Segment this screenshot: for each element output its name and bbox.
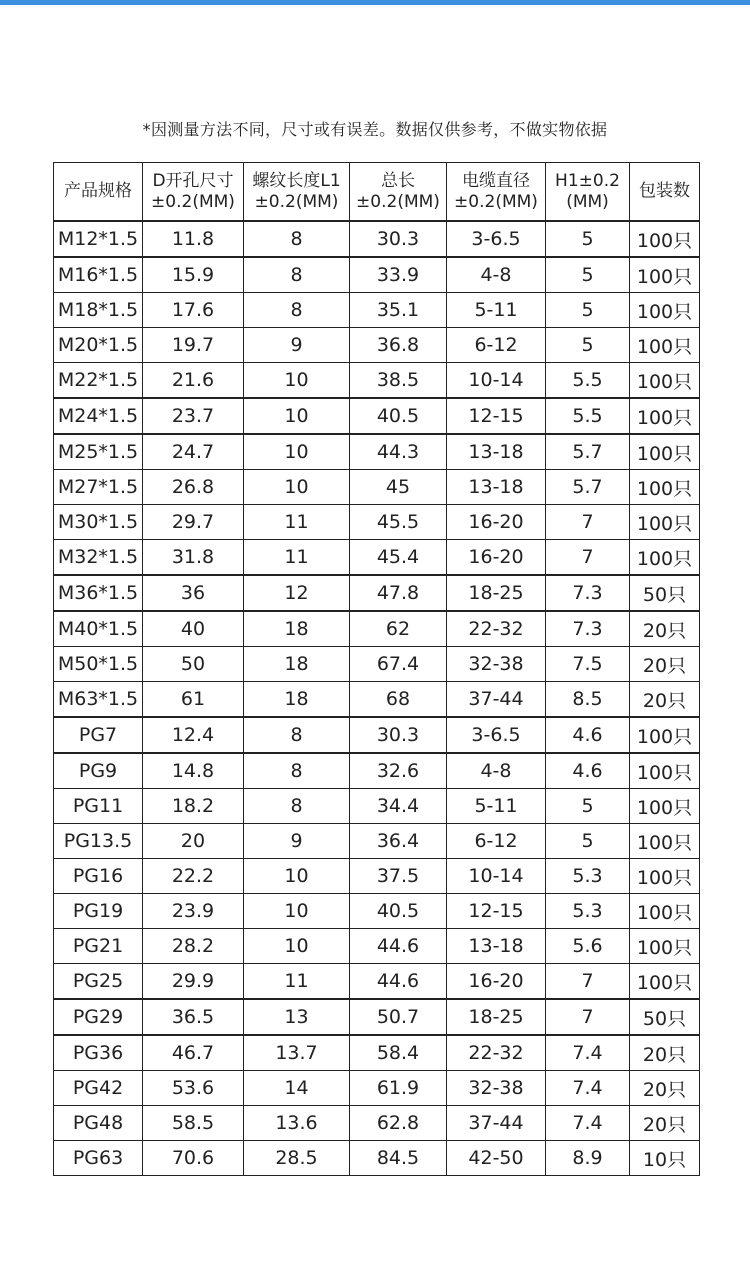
cell-hole-size: 18.2: [143, 789, 244, 824]
cell-h1: 7: [546, 505, 630, 540]
table-row: [54, 929, 700, 964]
header-hole-size: [143, 163, 244, 222]
header-thread-length-tolerance: ±0.2(MM): [254, 191, 339, 212]
table-row: [54, 575, 700, 611]
cell-package-qty: 50只: [630, 575, 700, 611]
cell-thread-length: 8: [244, 753, 350, 789]
table-row: [54, 964, 700, 1000]
cell-total-length: 35.1: [350, 293, 447, 328]
table-row: [54, 824, 700, 859]
header-package-qty-label: 包装数: [639, 181, 690, 201]
cell-h1: 5.6: [546, 929, 630, 964]
table-row: [54, 1035, 700, 1071]
cell-hole-size: 23.9: [143, 894, 244, 929]
cell-model: PG11: [54, 789, 143, 824]
cell-cable-diameter: 13-18: [447, 929, 546, 964]
cell-hole-size: 11.8: [143, 221, 244, 257]
cell-package-qty: 100只: [630, 824, 700, 859]
cell-package-qty: 20只: [630, 682, 700, 718]
cell-cable-diameter: 16-20: [447, 505, 546, 540]
cell-cable-diameter: 22-32: [447, 1035, 546, 1071]
cell-h1: 5.7: [546, 434, 630, 470]
cell-total-length: 36.4: [350, 824, 447, 859]
cell-cable-diameter: 12-15: [447, 894, 546, 929]
cell-thread-length: 10: [244, 363, 350, 399]
table-body: [54, 221, 700, 1176]
cell-hole-size: 29.9: [143, 964, 244, 1000]
cell-thread-length: 28.5: [244, 1141, 350, 1176]
cell-thread-length: 10: [244, 929, 350, 964]
cell-package-qty: 100只: [630, 363, 700, 399]
cell-model: PG19: [54, 894, 143, 929]
header-total-length-tolerance: ±0.2(MM): [356, 191, 440, 212]
cell-total-length: 47.8: [350, 575, 447, 611]
table-row: [54, 789, 700, 824]
cell-h1: 7: [546, 999, 630, 1035]
cell-h1: 5: [546, 257, 630, 293]
header-total-length-label: 总长: [381, 170, 415, 191]
cell-cable-diameter: 13-18: [447, 470, 546, 505]
cell-package-qty: 100只: [630, 257, 700, 293]
cell-hole-size: 21.6: [143, 363, 244, 399]
cell-model: PG13.5: [54, 824, 143, 859]
cell-hole-size: 12.4: [143, 717, 244, 753]
cell-model: PG29: [54, 999, 143, 1035]
cell-cable-diameter: 6-12: [447, 328, 546, 363]
table-row: [54, 293, 700, 328]
cell-package-qty: 100只: [630, 293, 700, 328]
cell-package-qty: 10只: [630, 1141, 700, 1176]
cell-package-qty: 20只: [630, 1035, 700, 1071]
cell-thread-length: 11: [244, 540, 350, 576]
cell-total-length: 45: [350, 470, 447, 505]
cell-hole-size: 22.2: [143, 859, 244, 894]
cell-package-qty: 100只: [630, 717, 700, 753]
cell-thread-length: 11: [244, 964, 350, 1000]
cell-total-length: 44.6: [350, 929, 447, 964]
cell-total-length: 68: [350, 682, 447, 718]
cell-model: PG63: [54, 1141, 143, 1176]
header-model: [54, 163, 143, 222]
cell-h1: 8.9: [546, 1141, 630, 1176]
cell-model: M18*1.5: [54, 293, 143, 328]
cell-thread-length: 8: [244, 717, 350, 753]
cell-model: PG25: [54, 964, 143, 1000]
table-row: [54, 257, 700, 293]
cell-h1: 5.5: [546, 398, 630, 434]
cell-cable-diameter: 32-38: [447, 1071, 546, 1106]
table-header-row: [54, 163, 700, 222]
header-model-label: 产品规格: [64, 181, 132, 201]
table-row: [54, 753, 700, 789]
cell-hole-size: 23.7: [143, 398, 244, 434]
header-thread-length-label: 螺纹长度L1: [252, 170, 341, 191]
cell-thread-length: 18: [244, 682, 350, 718]
header-thread-length: [244, 163, 350, 222]
cell-hole-size: 53.6: [143, 1071, 244, 1106]
cell-package-qty: 20只: [630, 647, 700, 682]
cell-h1: 5: [546, 328, 630, 363]
cell-package-qty: 100只: [630, 221, 700, 257]
cell-total-length: 38.5: [350, 363, 447, 399]
table-row: [54, 470, 700, 505]
cell-hole-size: 24.7: [143, 434, 244, 470]
cell-total-length: 62: [350, 611, 447, 647]
cell-model: PG9: [54, 753, 143, 789]
table-row: [54, 1141, 700, 1176]
cell-hole-size: 58.5: [143, 1106, 244, 1141]
cell-hole-size: 17.6: [143, 293, 244, 328]
cell-total-length: 30.3: [350, 221, 447, 257]
cell-model: PG7: [54, 717, 143, 753]
cell-model: M25*1.5: [54, 434, 143, 470]
cell-cable-diameter: 37-44: [447, 1106, 546, 1141]
table-row: [54, 221, 700, 257]
cell-cable-diameter: 3-6.5: [447, 221, 546, 257]
header-package-qty: [630, 163, 700, 222]
cell-cable-diameter: 37-44: [447, 682, 546, 718]
cell-thread-length: 12: [244, 575, 350, 611]
spec-table: [53, 162, 700, 1176]
cell-package-qty: 100只: [630, 789, 700, 824]
disclaimer-note: *因测量方法不同，尺寸或有误差。数据仅供参考，不做实物依据: [142, 120, 608, 139]
table-row: [54, 859, 700, 894]
cell-model: PG21: [54, 929, 143, 964]
cell-total-length: 67.4: [350, 647, 447, 682]
table-row: [54, 1106, 700, 1141]
cell-package-qty: 100只: [630, 434, 700, 470]
cell-model: M16*1.5: [54, 257, 143, 293]
cell-thread-length: 14: [244, 1071, 350, 1106]
cell-hole-size: 14.8: [143, 753, 244, 789]
header-hole-size-label: D开孔尺寸: [152, 170, 234, 191]
cell-thread-length: 10: [244, 859, 350, 894]
cell-total-length: 58.4: [350, 1035, 447, 1071]
cell-hole-size: 36.5: [143, 999, 244, 1035]
cell-package-qty: 100只: [630, 964, 700, 1000]
table-row: [54, 505, 700, 540]
header-h1-unit: (MM): [566, 191, 609, 212]
table-row: [54, 999, 700, 1035]
cell-hole-size: 50: [143, 647, 244, 682]
cell-h1: 8.5: [546, 682, 630, 718]
cell-model: PG16: [54, 859, 143, 894]
cell-total-length: 33.9: [350, 257, 447, 293]
table-row: [54, 611, 700, 647]
cell-total-length: 44.3: [350, 434, 447, 470]
cell-thread-length: 13.6: [244, 1106, 350, 1141]
cell-h1: 7.3: [546, 575, 630, 611]
cell-h1: 5.5: [546, 363, 630, 399]
cell-total-length: 62.8: [350, 1106, 447, 1141]
cell-package-qty: 100只: [630, 398, 700, 434]
cell-package-qty: 20只: [630, 611, 700, 647]
cell-h1: 7.4: [546, 1035, 630, 1071]
cell-total-length: 32.6: [350, 753, 447, 789]
cell-model: M24*1.5: [54, 398, 143, 434]
cell-thread-length: 9: [244, 824, 350, 859]
cell-total-length: 40.5: [350, 894, 447, 929]
table-row: [54, 363, 700, 399]
cell-total-length: 37.5: [350, 859, 447, 894]
cell-h1: 5: [546, 293, 630, 328]
cell-cable-diameter: 22-32: [447, 611, 546, 647]
cell-package-qty: 50只: [630, 999, 700, 1035]
cell-model: M30*1.5: [54, 505, 143, 540]
cell-cable-diameter: 13-18: [447, 434, 546, 470]
cell-cable-diameter: 16-20: [447, 964, 546, 1000]
cell-cable-diameter: 4-8: [447, 753, 546, 789]
cell-package-qty: 100只: [630, 328, 700, 363]
cell-cable-diameter: 3-6.5: [447, 717, 546, 753]
cell-cable-diameter: 12-15: [447, 398, 546, 434]
cell-model: M36*1.5: [54, 575, 143, 611]
cell-thread-length: 13.7: [244, 1035, 350, 1071]
cell-cable-diameter: 10-14: [447, 859, 546, 894]
cell-h1: 7.5: [546, 647, 630, 682]
cell-total-length: 45.4: [350, 540, 447, 576]
table-row: [54, 1071, 700, 1106]
cell-cable-diameter: 42-50: [447, 1141, 546, 1176]
cell-total-length: 40.5: [350, 398, 447, 434]
cell-package-qty: 20只: [630, 1106, 700, 1141]
cell-model: PG36: [54, 1035, 143, 1071]
table-row: [54, 540, 700, 576]
cell-model: M22*1.5: [54, 363, 143, 399]
cell-package-qty: 100只: [630, 894, 700, 929]
cell-model: M12*1.5: [54, 221, 143, 257]
table-row: [54, 328, 700, 363]
cell-thread-length: 9: [244, 328, 350, 363]
cell-thread-length: 18: [244, 647, 350, 682]
cell-thread-length: 18: [244, 611, 350, 647]
cell-thread-length: 10: [244, 398, 350, 434]
cell-total-length: 61.9: [350, 1071, 447, 1106]
cell-hole-size: 70.6: [143, 1141, 244, 1176]
cell-hole-size: 46.7: [143, 1035, 244, 1071]
cell-hole-size: 29.7: [143, 505, 244, 540]
cell-thread-length: 8: [244, 221, 350, 257]
top-accent-bar: [0, 0, 750, 5]
cell-hole-size: 15.9: [143, 257, 244, 293]
cell-h1: 7.4: [546, 1071, 630, 1106]
cell-package-qty: 100只: [630, 470, 700, 505]
table-row: [54, 682, 700, 718]
header-cable-diameter-tolerance: ±0.2(MM): [454, 191, 538, 212]
cell-cable-diameter: 18-25: [447, 575, 546, 611]
cell-model: M40*1.5: [54, 611, 143, 647]
cell-h1: 5.7: [546, 470, 630, 505]
cell-h1: 4.6: [546, 753, 630, 789]
cell-model: M20*1.5: [54, 328, 143, 363]
cell-cable-diameter: 10-14: [447, 363, 546, 399]
cell-cable-diameter: 18-25: [447, 999, 546, 1035]
header-cable-diameter-label: 电缆直径: [462, 170, 530, 191]
cell-hole-size: 40: [143, 611, 244, 647]
cell-hole-size: 20: [143, 824, 244, 859]
cell-cable-diameter: 16-20: [447, 540, 546, 576]
cell-package-qty: 100只: [630, 929, 700, 964]
cell-cable-diameter: 6-12: [447, 824, 546, 859]
cell-total-length: 84.5: [350, 1141, 447, 1176]
cell-thread-length: 10: [244, 470, 350, 505]
cell-total-length: 30.3: [350, 717, 447, 753]
cell-hole-size: 31.8: [143, 540, 244, 576]
cell-model: PG48: [54, 1106, 143, 1141]
table-row: [54, 894, 700, 929]
cell-package-qty: 100只: [630, 505, 700, 540]
header-h1: [546, 163, 630, 222]
cell-total-length: 50.7: [350, 999, 447, 1035]
cell-thread-length: 10: [244, 894, 350, 929]
header-hole-size-tolerance: ±0.2(MM): [151, 191, 235, 212]
table-row: [54, 647, 700, 682]
cell-h1: 4.6: [546, 717, 630, 753]
cell-hole-size: 28.2: [143, 929, 244, 964]
cell-package-qty: 20只: [630, 1071, 700, 1106]
cell-cable-diameter: 5-11: [447, 293, 546, 328]
cell-model: M63*1.5: [54, 682, 143, 718]
table-row: [54, 434, 700, 470]
header-h1-label: H1±0.2: [555, 170, 620, 191]
cell-h1: 7.3: [546, 611, 630, 647]
cell-thread-length: 8: [244, 257, 350, 293]
cell-thread-length: 10: [244, 434, 350, 470]
cell-h1: 7: [546, 964, 630, 1000]
cell-model: M32*1.5: [54, 540, 143, 576]
cell-total-length: 36.8: [350, 328, 447, 363]
cell-package-qty: 100只: [630, 859, 700, 894]
cell-h1: 5: [546, 789, 630, 824]
cell-total-length: 34.4: [350, 789, 447, 824]
cell-model: M27*1.5: [54, 470, 143, 505]
cell-model: M50*1.5: [54, 647, 143, 682]
cell-hole-size: 61: [143, 682, 244, 718]
cell-thread-length: 11: [244, 505, 350, 540]
cell-hole-size: 19.7: [143, 328, 244, 363]
table-row: [54, 717, 700, 753]
header-cable-diameter: [447, 163, 546, 222]
cell-total-length: 44.6: [350, 964, 447, 1000]
cell-thread-length: 8: [244, 789, 350, 824]
cell-h1: 5.3: [546, 894, 630, 929]
cell-h1: 5: [546, 221, 630, 257]
cell-cable-diameter: 5-11: [447, 789, 546, 824]
cell-hole-size: 36: [143, 575, 244, 611]
cell-cable-diameter: 32-38: [447, 647, 546, 682]
cell-cable-diameter: 4-8: [447, 257, 546, 293]
cell-package-qty: 100只: [630, 753, 700, 789]
cell-h1: 7: [546, 540, 630, 576]
cell-thread-length: 13: [244, 999, 350, 1035]
cell-h1: 5: [546, 824, 630, 859]
cell-hole-size: 26.8: [143, 470, 244, 505]
cell-h1: 7.4: [546, 1106, 630, 1141]
cell-model: PG42: [54, 1071, 143, 1106]
header-total-length: [350, 163, 447, 222]
cell-h1: 5.3: [546, 859, 630, 894]
table-row: [54, 398, 700, 434]
cell-thread-length: 8: [244, 293, 350, 328]
cell-total-length: 45.5: [350, 505, 447, 540]
cell-package-qty: 100只: [630, 540, 700, 576]
